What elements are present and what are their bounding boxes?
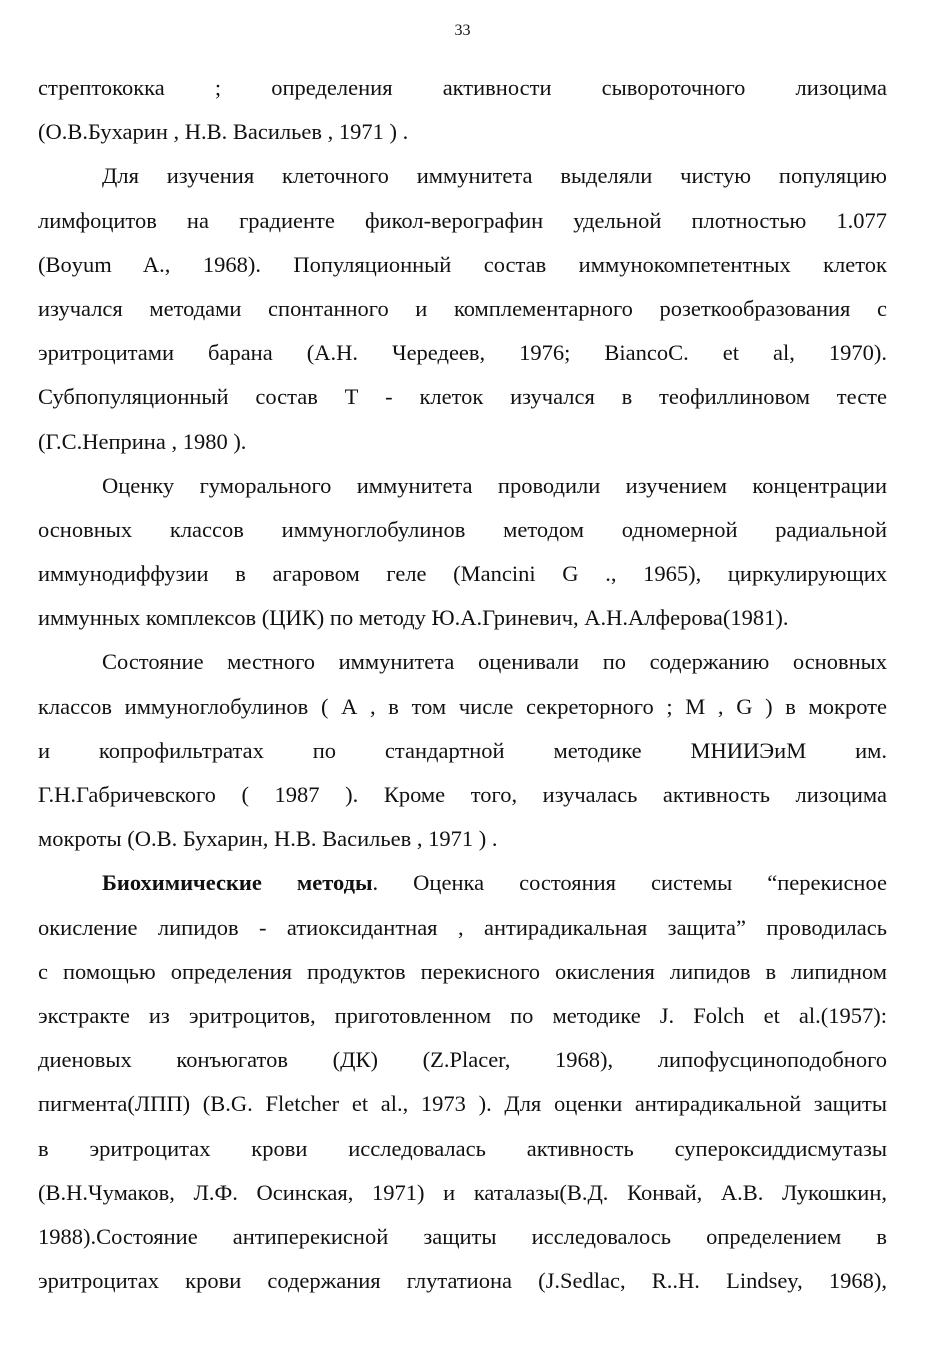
text-line: мокроты (О.В. Бухарин, Н.В. Васильев , 1971 ) . [38,826,498,852]
paragraph [38,154,887,463]
text-line: иммунодиффузии в агаровом геле (Mancini G ., 1965), циркулирующих [38,561,887,587]
page-number: 33 [454,22,471,39]
text-line: эритроцитах крови содержания глутатиона (J.Sedlac, R..H. Lindsey, 1968), [38,1268,887,1294]
text-line: в эритроцитах крови исследовалась активность супероксиддисмутазы [38,1135,887,1161]
text-line: иммунных комплексов (ЦИК) по методу Ю.А.Гриневич, А.Н.Алферова(1981). [38,605,789,631]
text-line: Субпопуляционный состав Т - клеток изучался в теофиллиновом тесте [38,384,887,410]
text-line: стрептококка ; определения активности сывороточного лизоцима [38,75,887,100]
section-heading-inline: Биохимические методы [102,870,373,896]
text-line: Г.Н.Габричевского ( 1987 ). Кроме того, изучалась активность лизоцима [38,782,887,807]
text-line: и копрофильтратах по стандартной методике МНИИЭиМ им. [38,737,887,763]
text-line: Для изучения клеточного иммунитета выделяли чистую популяцию [102,163,887,189]
document-body [38,66,887,1303]
text-line: диеновых конъюгатов (ДК) (Z.Placer, 1968), липофусциноподобного [38,1047,887,1073]
text-line: изучался методами спонтанного и комплементарного розеткообразования с [38,295,887,321]
text-line: (Boyum A., 1968). Популяционный состав иммунокомпетентных клеток [38,251,887,277]
text-line: Оценку гуморального иммунитета проводили изучением концентрации [102,472,887,498]
text-line: пигмента(ЛПП) (B.G. Fletcher et al., 1973 ). Для оценки антирадикальной защиты [38,1091,887,1117]
paragraph [38,640,887,861]
text-line: экстракте из эритроцитов, приготовленном по методике J. Folch et al.(1957): [38,1002,887,1028]
text-line: эритроцитами барана (А.Н. Чередеев, 1976; BiancoC. et al, 1970). [38,340,887,366]
text-line: окисление липидов - атиоксидантная , антирадикальная защита” проводилась [38,914,887,940]
text-line: 1988).Состояние антиперекисной защиты исследовалось определением в [38,1223,887,1249]
text-line: лимфоцитов на градиенте фикол-верографин удельной плотностью 1.077 [38,207,887,233]
text-line: классов иммуноглобулинов ( А , в том числе секреторного ; М , G ) в мокроте [38,693,887,719]
text-line: Состояние местного иммунитета оценивали по содержанию основных [102,649,887,675]
text-line: (В.Н.Чумаков, Л.Ф. Осинская, 1971) и каталазы(В.Д. Конвай, А.В. Лукошкин, [38,1179,887,1205]
text-line: основных классов иммуноглобулинов методом одномерной радиальной [38,516,887,542]
paragraph [38,861,887,1303]
text-line: с помощью определения продуктов перекисного окисления липидов в липидном [38,958,887,984]
paragraph [38,464,887,641]
text-run: . Оценка состояния системы “перекисное [372,870,887,896]
text-line [38,861,887,905]
text-line: (Г.С.Неприна , 1980 ). [38,428,247,454]
paragraph [38,66,887,154]
text-line: (О.В.Бухарин , Н.В. Васильев , 1971 ) . [38,119,409,145]
